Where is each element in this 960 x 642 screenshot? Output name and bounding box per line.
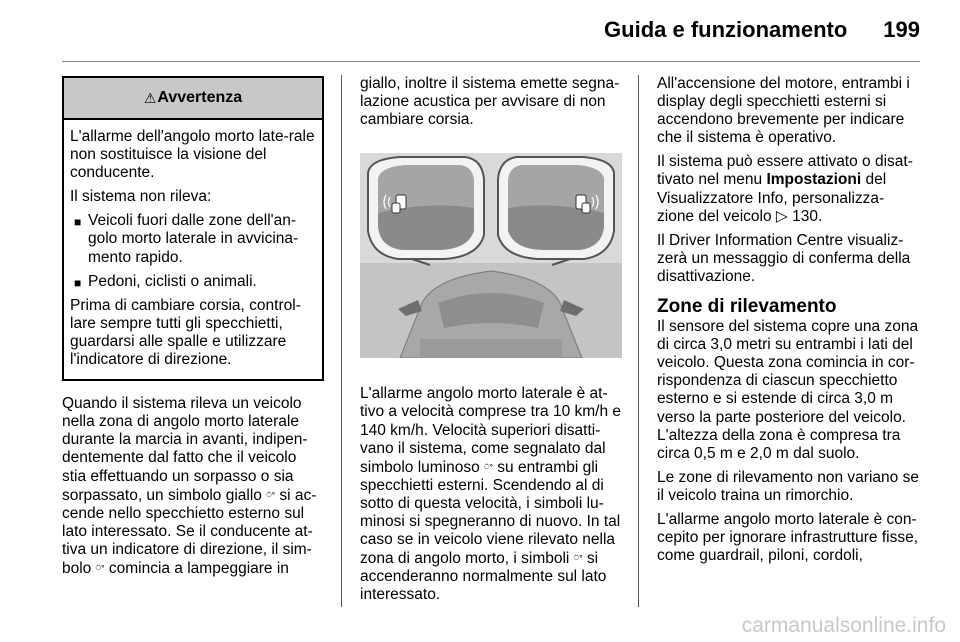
warning-bullet-1 <box>70 212 316 266</box>
blind-spot-symbol-icon: ⍥ᐤ <box>573 553 583 564</box>
warning-title: Avvertenza <box>157 88 243 106</box>
paragraph-dic: Il Driver Information Centre visualiz-zerà un messaggio di conferma della disattivazione. <box>657 231 911 285</box>
blind-spot-symbol-icon: ⍥ᐤ <box>95 562 105 573</box>
section-heading: Zone di rilevamento <box>657 296 837 318</box>
column-1 <box>62 76 324 584</box>
warning-intro: L'allarme dell'angolo morto late-rale non sostituisce la visione del conducente. <box>70 128 315 182</box>
paragraph-detection <box>62 395 324 578</box>
paragraph-startup: All'accensione del motore, entrambi i display degli specchietti esterni si accendono brevemente per indicare che il sistema è operativo. <box>657 75 910 147</box>
text-run: si ac-cende nello specchietto esterno sul lato interessato. Se il conducente at-tiva un indicatore di direzione, il sim-bolo <box>62 486 317 577</box>
warning-bullet-text: Veicoli fuori dalle zone dell'an-golo morto laterale in avvicina-mento rapido. <box>88 212 299 266</box>
paragraph-settings <box>657 153 920 225</box>
text-run: del Visualizzatore Info, personalizza-zione del veicolo <box>657 171 887 225</box>
column-divider-1 <box>341 75 342 607</box>
warning-triangle-icon: ⚠ <box>143 89 157 106</box>
paragraph-continuation: giallo, inoltre il sistema emette segna-lazione acustica per avvisare di non cambiare corsia. <box>360 75 620 129</box>
blind-spot-symbol-icon: ⍥ᐤ <box>266 489 276 500</box>
text-run: Il sistema può essere attivato o disat-tivato nel menu <box>657 153 913 189</box>
warning-body <box>64 120 322 379</box>
column-divider-2 <box>638 75 639 607</box>
bullet-square-icon: ■ <box>74 215 82 230</box>
blind-spot-symbol-icon: ⍥ᐤ <box>484 461 493 472</box>
warning-bullet-text: Pedoni, ciclisti o animali. <box>88 272 257 290</box>
column-2 <box>360 75 622 611</box>
watermark: carmanualsonline.info <box>741 614 946 637</box>
header-rule <box>62 61 920 62</box>
paragraph-zone-size: Il sensore del sistema copre una zona di circa 3,0 metri su entrambi i lati del veicolo. Questa zona comincia in cor-rispondenza di ciascun specchietto esterno e si estende di circa 3,0 m verso la parte posteriore del veicolo. L'altezza della zona è compresa tra circa 0,5 m e 2,0 m dal suolo. <box>657 318 919 462</box>
page-reference-number: 130. <box>792 207 823 225</box>
paragraph-trailer: Le zone di rilevamento non variano se il veicolo traina un rimorchio. <box>657 468 919 504</box>
mirror-illustration <box>360 153 622 358</box>
settings-menu-term: Impostazioni <box>766 171 862 189</box>
paragraph-fixed-objects: L'allarme angolo morto laterale è con-cepito per ignorare infrastrutture fisse, come guardrail, piloni, cordoli, <box>657 510 919 565</box>
column-3 <box>657 75 920 571</box>
page-reference-arrow-icon: ▷ <box>775 207 788 225</box>
warning-closing: Prima di cambiare corsia, control-lare sempre tutti gli specchietti, guardarsi alle spalle e utilizzare l'indicatore di direzione. <box>70 296 301 369</box>
paragraph-speed-range <box>360 385 622 604</box>
text-run: si accenderanno normalmente sul lato interessato. <box>360 550 607 604</box>
warning-header <box>64 78 322 120</box>
bullet-square-icon: ■ <box>74 275 82 290</box>
header-title: Guida e funzionamento <box>604 17 848 42</box>
text-run: L'allarme angolo morto laterale è at-tivo a velocità comprese tra 10 km/h e 140 km/h. Velocità superiori disatti-vano il sistema, come segnalato dal simbolo luminoso <box>360 385 622 476</box>
page-header <box>604 10 920 50</box>
warning-list-intro: Il sistema non rileva: <box>70 188 212 206</box>
text-run: Quando il sistema rileva un veicolo nella zona di angolo morto laterale durante la marcia in avanti, indipen-dentemente dal fatto che il veicolo stia effettuando un sorpasso o sia sorpassato, un simbolo giallo <box>62 395 308 504</box>
warning-bullet-2 <box>70 273 316 291</box>
page-number: 199 <box>883 17 920 42</box>
warning-box <box>62 76 324 381</box>
text-run: comincia a lampeggiare in <box>108 559 289 577</box>
text-run: su entrambi gli specchietti esterni. Scendendo al di sotto di questa velocità, i simboli lu-minosi si spegneranno di nuovo. In tal caso se in veicolo viene rilevato nella zona di angolo morto, i simboli <box>360 458 621 568</box>
